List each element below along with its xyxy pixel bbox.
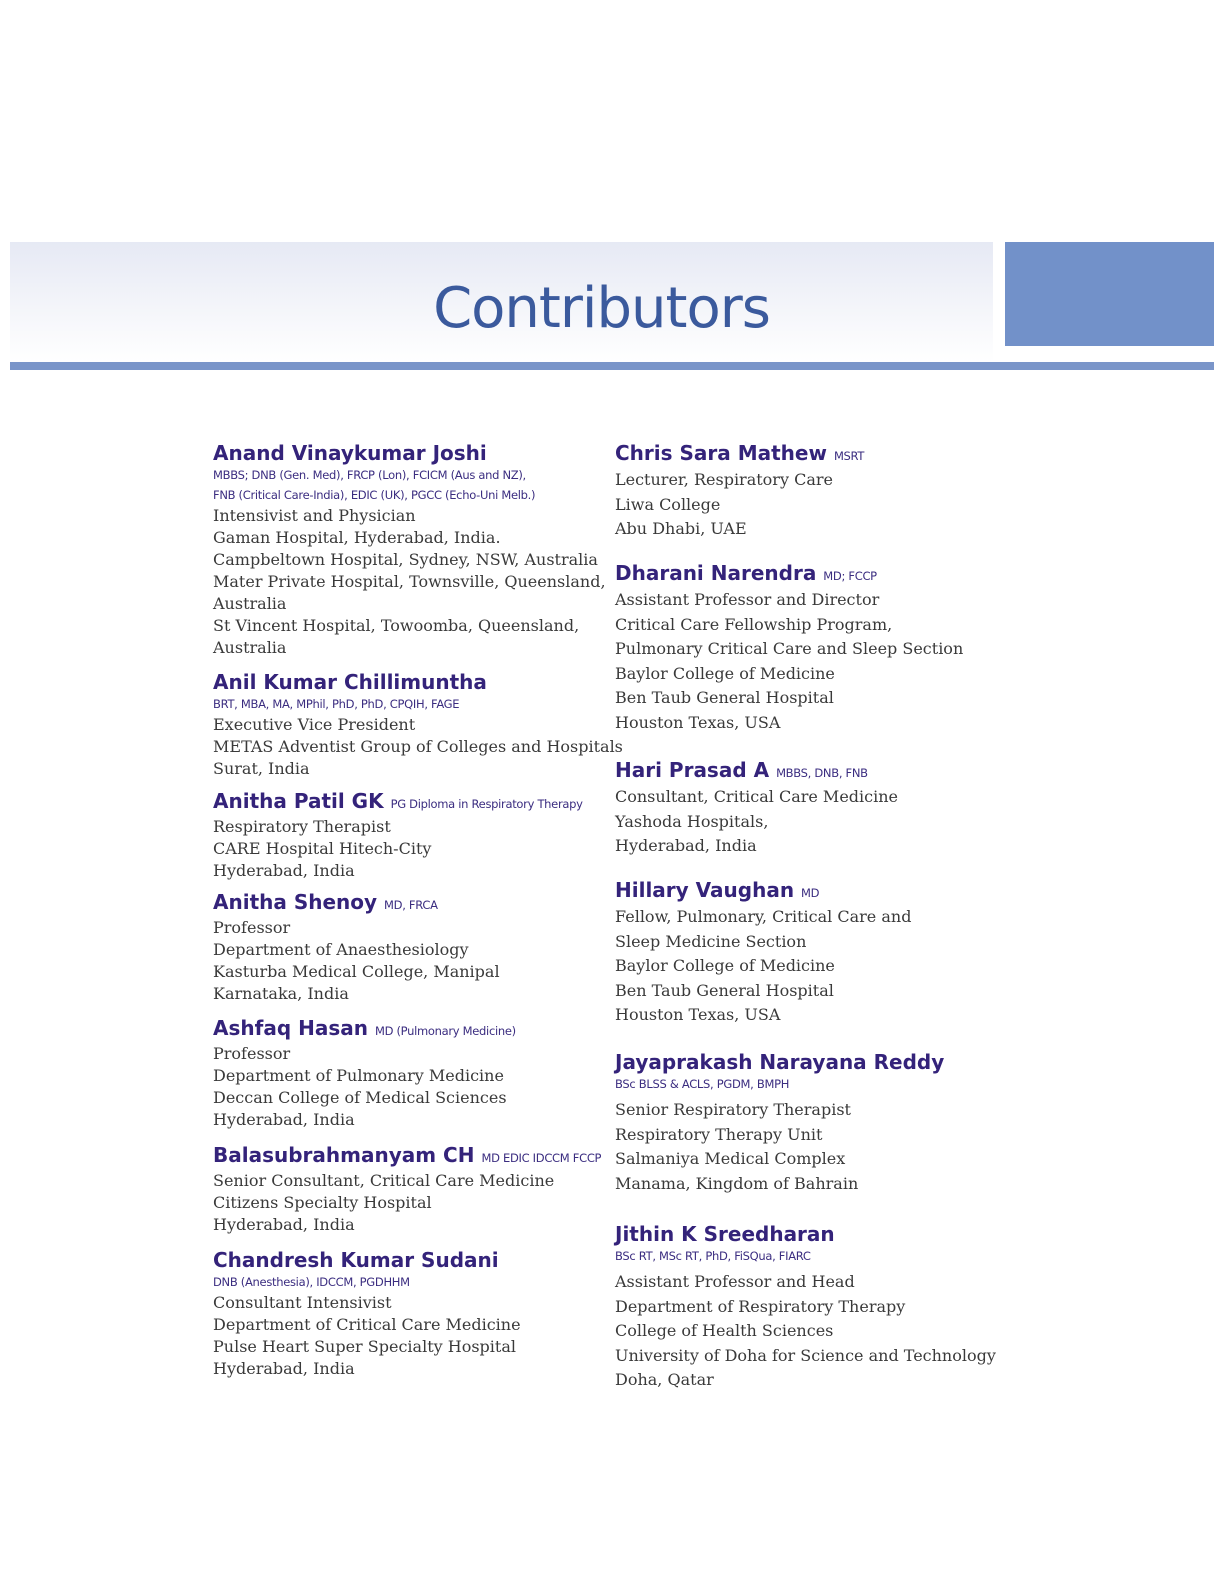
affiliation-line: University of Doha for Science and Technology xyxy=(615,1345,996,1365)
affiliation-line: Australia xyxy=(213,638,287,657)
affiliation-line: Sleep Medicine Section xyxy=(615,931,807,951)
affiliation-line: Intensivist and Physician xyxy=(213,506,416,525)
affiliation-line: Fellow, Pulmonary, Critical Care and xyxy=(615,907,912,926)
contributor-name xyxy=(615,1050,944,1074)
affiliation-line: Baylor College of Medicine xyxy=(615,663,835,683)
affiliation-line: Abu Dhabi, UAE xyxy=(615,519,747,538)
affiliation-line: Australia xyxy=(213,594,287,613)
affiliation-line: Mater Private Hospital, Townsville, Queensland, xyxy=(213,572,606,591)
header-rule xyxy=(10,362,1214,370)
contributor-entry xyxy=(213,789,583,882)
affiliation-line: Hyderabad, India xyxy=(615,836,757,855)
affiliation-line: Yashoda Hospitals, xyxy=(615,811,769,831)
contributor-name xyxy=(213,441,606,465)
contributor-credentials: MD, FRCA xyxy=(384,898,438,912)
contributor-credentials: MBBS, DNB, FNB xyxy=(776,766,868,780)
affiliation-line: Ben Taub General Hospital xyxy=(615,688,834,707)
affiliation-line: Kasturba Medical College, Manipal xyxy=(213,962,500,981)
contributor-entry xyxy=(213,670,623,780)
affiliation-line: Department of Respiratory Therapy xyxy=(615,1296,906,1316)
contributor-credentials: MD xyxy=(801,886,820,900)
affiliation-line: Citizens Specialty Hospital xyxy=(213,1193,432,1212)
contributor-name xyxy=(615,441,864,468)
affiliation-line: Pulmonary Critical Care and Sleep Section xyxy=(615,639,964,658)
contributor-entry xyxy=(615,1050,944,1196)
name-text: Anil Kumar Chillimuntha xyxy=(213,670,487,694)
contributor-credentials: BSc RT, MSc RT, PhD, FiSQua, FIARC xyxy=(615,1249,811,1263)
affiliation-line: Gaman Hospital, Hyderabad, India. xyxy=(213,528,501,547)
contributor-credentials: BSc BLSS & ACLS, PGDM, BMPH xyxy=(615,1077,790,1091)
page-title: Contributors xyxy=(433,276,770,341)
affiliation-line: Houston Texas, USA xyxy=(615,1005,781,1024)
affiliation-line: Hyderabad, India xyxy=(213,1359,355,1378)
name-text: Jithin K Sreedharan xyxy=(615,1222,835,1246)
contributor-entry xyxy=(615,878,911,1028)
affiliation-line: Hyderabad, India xyxy=(213,861,355,880)
affiliation-line: Doha, Qatar xyxy=(615,1370,714,1389)
contributor-entry xyxy=(615,1222,996,1393)
affiliation-line: Professor xyxy=(213,918,291,937)
affiliation-line: Manama, Kingdom of Bahrain xyxy=(615,1173,859,1193)
affiliation-line: Pulse Heart Super Specialty Hospital xyxy=(213,1337,516,1356)
affiliation-line: College of Health Sciences xyxy=(615,1321,834,1340)
contributor-entry xyxy=(213,441,606,659)
contributor-credentials: MSRT xyxy=(833,449,865,463)
affiliation-line: Liwa College xyxy=(615,494,721,514)
contributor-name xyxy=(615,758,898,785)
affiliation-line: Surat, India xyxy=(213,759,310,778)
contributor-entry xyxy=(213,890,500,1005)
name-text: Ashfaq Hasan xyxy=(213,1016,368,1040)
name-text: Balasubrahmanyam CH xyxy=(213,1143,475,1167)
affiliation-line: METAS Adventist Group of Colleges and Hospitals xyxy=(213,737,623,756)
affiliation-line: Houston Texas, USA xyxy=(615,712,781,732)
affiliation-line: Assistant Professor and Head xyxy=(615,1272,855,1291)
affiliation-line: Respiratory Therapist xyxy=(213,817,391,836)
affiliation-line: Hyderabad, India xyxy=(213,1215,355,1234)
affiliation-line: Assistant Professor and Director xyxy=(615,590,880,609)
name-text: Anand Vinaykumar Joshi xyxy=(213,441,487,465)
contributor-entry xyxy=(615,758,898,859)
contributor-credentials: FNB (Critical Care-India), EDIC (UK), PGCC (Echo-Uni Melb.) xyxy=(213,488,536,502)
contributor-name xyxy=(615,878,911,905)
contributor-name xyxy=(615,561,963,588)
contributor-name xyxy=(213,670,623,694)
name-text: Anitha Shenoy xyxy=(213,890,378,914)
name-text: Chandresh Kumar Sudani xyxy=(213,1248,499,1272)
affiliation-line: Ben Taub General Hospital xyxy=(615,980,834,1000)
affiliation-line: CARE Hospital Hitech-City xyxy=(213,839,432,858)
name-text: Anitha Patil GK xyxy=(213,789,384,813)
contributor-entry xyxy=(213,1143,601,1236)
affiliation-line: Executive Vice President xyxy=(213,715,416,734)
affiliation-line: St Vincent Hospital, Towoomba, Queensland, xyxy=(213,616,580,635)
contributor-name xyxy=(213,890,500,917)
contributor-name xyxy=(615,1222,996,1246)
affiliation-line: Department of Pulmonary Medicine xyxy=(213,1066,504,1085)
affiliation-line: Salmaniya Medical Complex xyxy=(615,1149,846,1168)
affiliation-line: Campbeltown Hospital, Sydney, NSW, Australia xyxy=(213,550,598,569)
name-text: Dharani Narendra xyxy=(615,561,817,585)
affiliation-line: Consultant, Critical Care Medicine xyxy=(615,787,898,806)
name-text: Chris Sara Mathew xyxy=(615,441,827,465)
affiliation-line: Senior Respiratory Therapist xyxy=(615,1100,851,1119)
name-text: Hari Prasad A xyxy=(615,758,770,782)
contributor-credentials: MD (Pulmonary Medicine) xyxy=(374,1024,516,1038)
name-text: Jayaprakash Narayana Reddy xyxy=(615,1050,945,1074)
contributor-entry xyxy=(213,1248,521,1380)
affiliation-line: Lecturer, Respiratory Care xyxy=(615,470,833,489)
affiliation-line: Department of Anaesthesiology xyxy=(213,940,469,959)
affiliation-line: Senior Consultant, Critical Care Medicine xyxy=(213,1171,555,1190)
affiliation-line: Karnataka, India xyxy=(213,984,349,1003)
affiliation-line: Deccan College of Medical Sciences xyxy=(213,1088,507,1107)
affiliation-line: Respiratory Therapy Unit xyxy=(615,1124,823,1144)
contributor-credentials: PG Diploma in Respiratory Therapy xyxy=(390,797,583,811)
affiliation-line: Hyderabad, India xyxy=(213,1110,355,1129)
affiliation-line: Department of Critical Care Medicine xyxy=(213,1315,521,1334)
contributor-entry xyxy=(213,1016,516,1131)
contributor-entry xyxy=(615,441,864,542)
contributor-name xyxy=(213,789,583,816)
contributor-credentials: MD; FCCP xyxy=(823,569,877,583)
contributor-entry xyxy=(615,561,963,735)
contributor-name xyxy=(213,1248,521,1272)
contributor-credentials: MBBS; DNB (Gen. Med), FRCP (Lon), FCICM (Aus and NZ), xyxy=(213,468,526,482)
contributor-name xyxy=(213,1016,516,1043)
contributor-credentials: BRT, MBA, MA, MPhil, PhD, PhD, CPQIH, FAGE xyxy=(213,697,460,711)
affiliation-line: Professor xyxy=(213,1044,291,1063)
affiliation-line: Baylor College of Medicine xyxy=(615,956,835,975)
affiliation-line: Critical Care Fellowship Program, xyxy=(615,614,893,634)
contributor-credentials: DNB (Anesthesia), IDCCM, PGDHHM xyxy=(213,1275,410,1289)
contributor-credentials: MD EDIC IDCCM FCCP xyxy=(481,1151,602,1165)
contributor-name xyxy=(213,1143,601,1170)
name-text: Hillary Vaughan xyxy=(615,878,795,902)
affiliation-line: Consultant Intensivist xyxy=(213,1293,392,1312)
